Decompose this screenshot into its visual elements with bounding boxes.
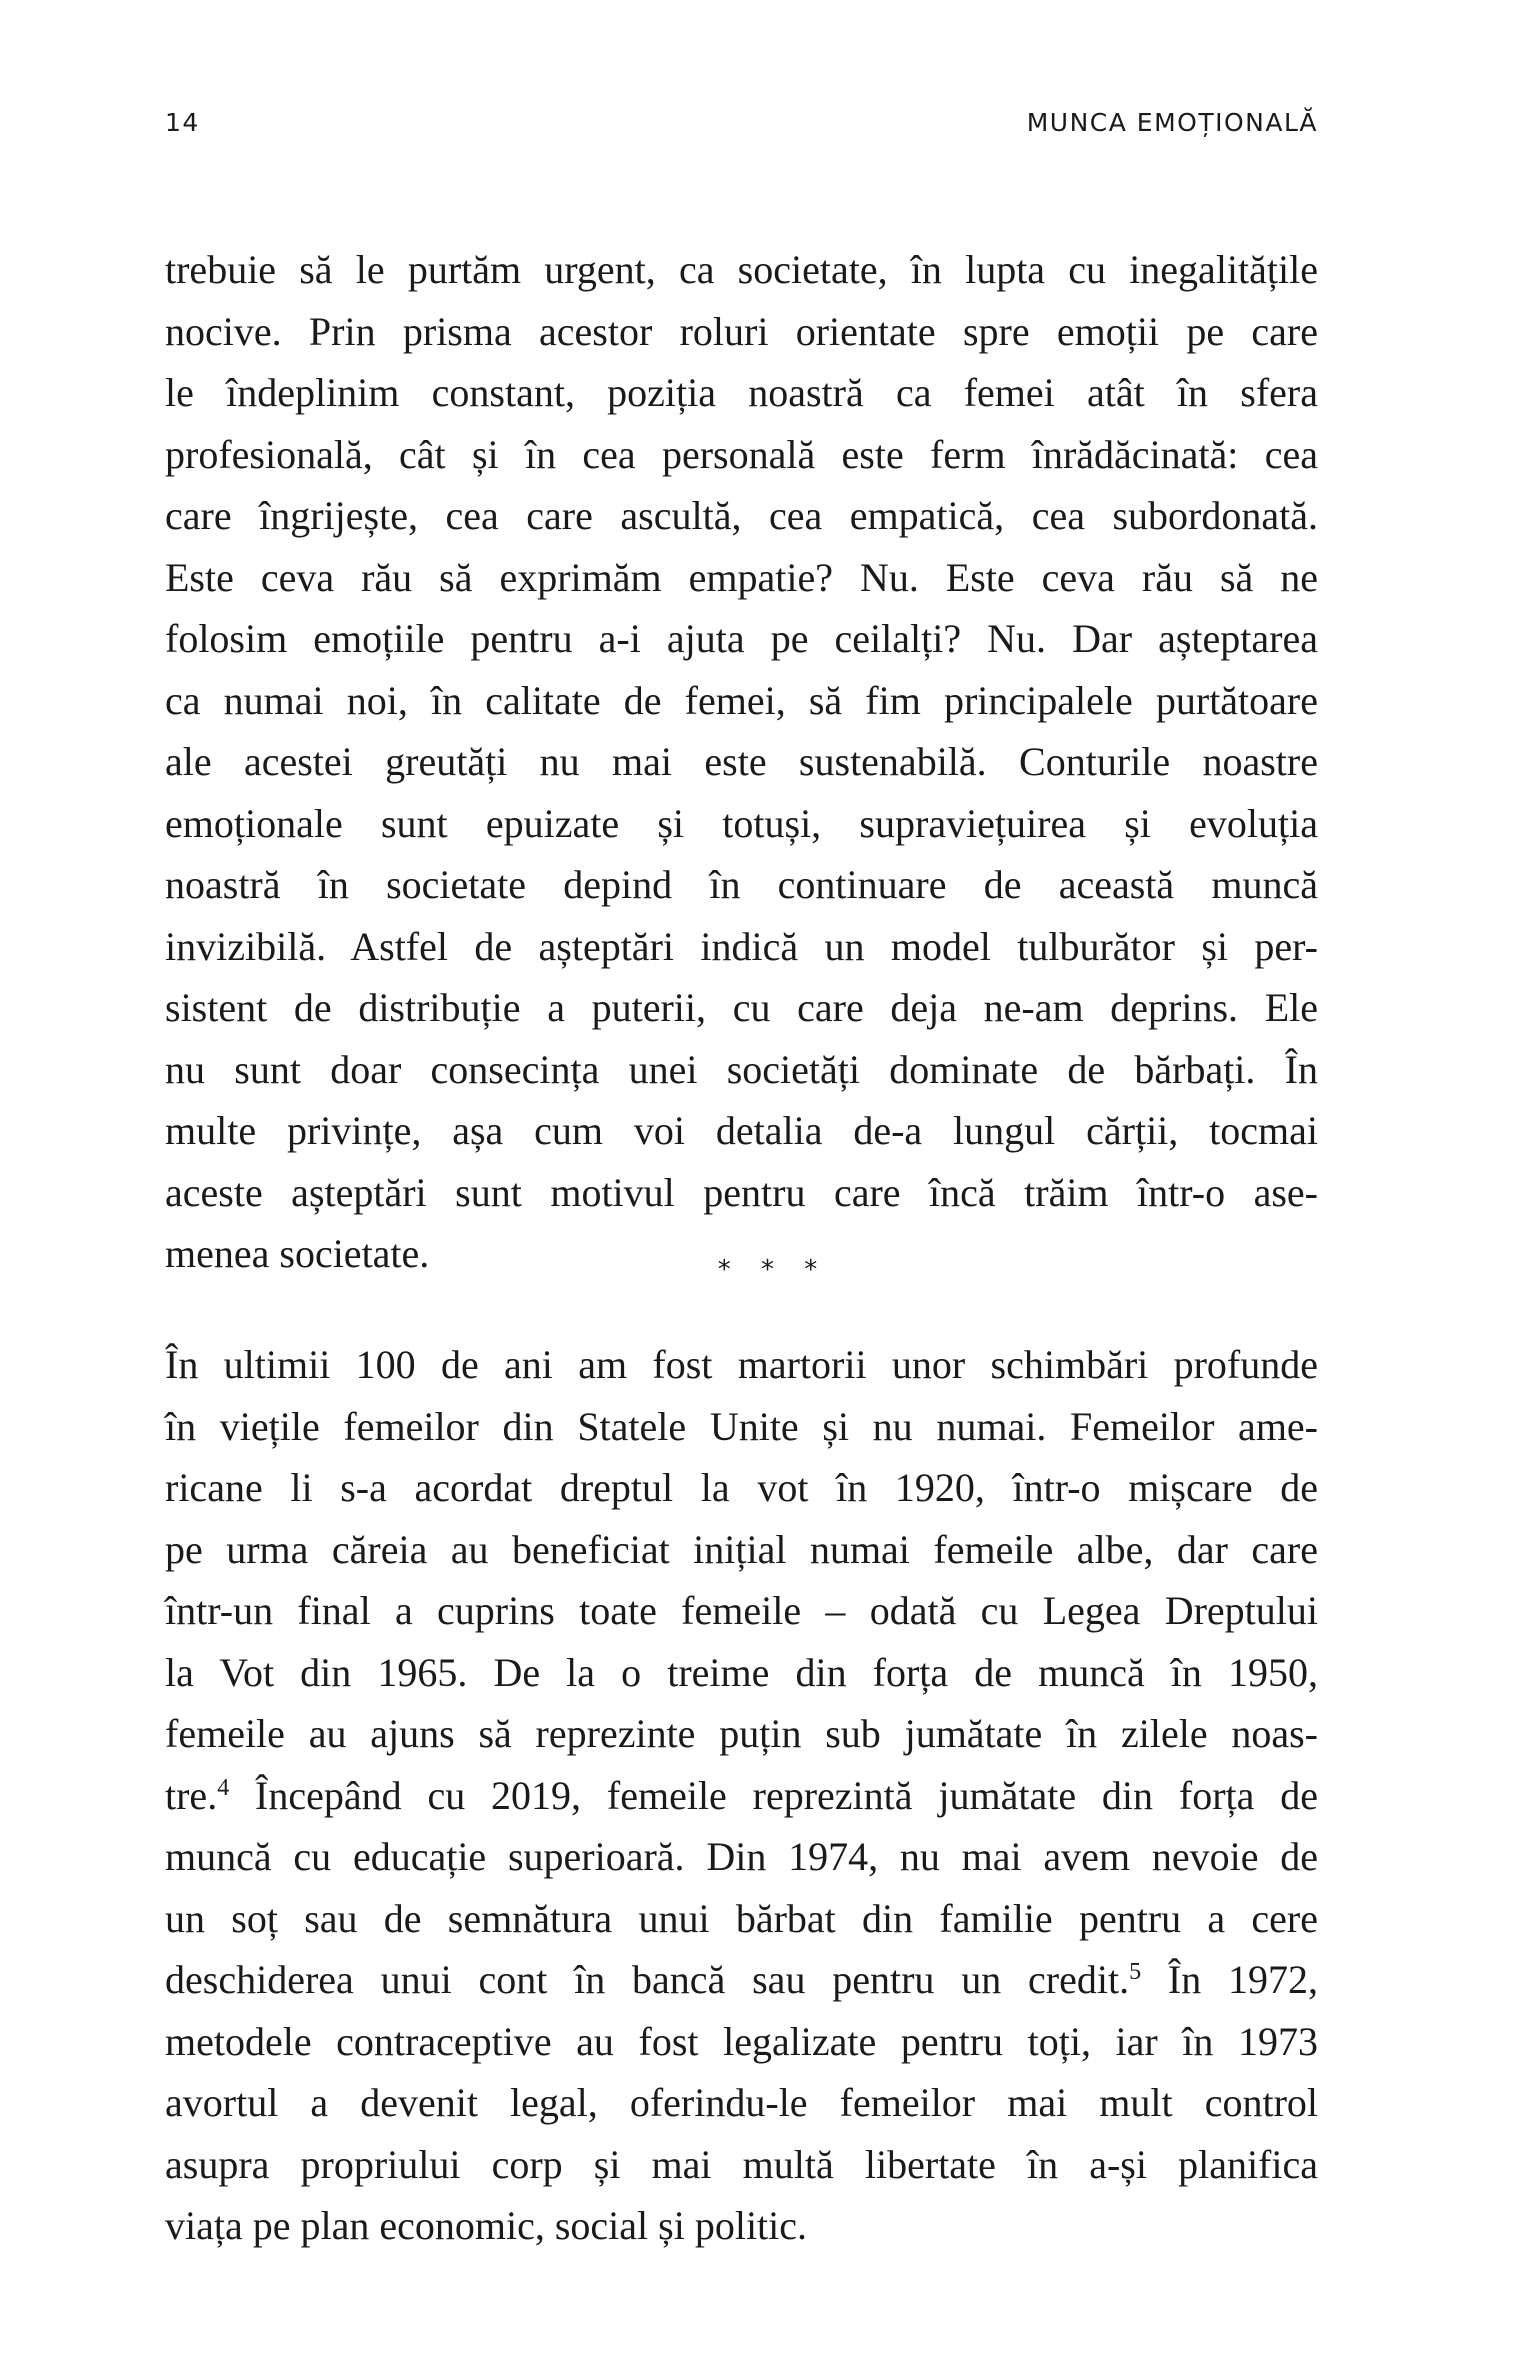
text-line: [165, 1888, 1318, 1950]
text-line: [165, 301, 1318, 363]
line-text: în viețile femeilor din Statele Unite și nu numai. Femeilor ame-: [165, 1403, 1318, 1449]
line-text: menea societate.: [165, 1231, 430, 1276]
text-line: [165, 1519, 1318, 1581]
text-line: [165, 1457, 1318, 1519]
text-line: [165, 1765, 1318, 1827]
line-text: le îndeplinim constant, poziția noastră ca femei atât în sfera: [165, 370, 1318, 415]
text-line: [165, 670, 1318, 732]
line-text: folosim emoțiile pentru a-i ajuta pe ceilalți? Nu. Dar așteptarea: [165, 616, 1318, 661]
line-text: femeile au ajuns să reprezinte puțin sub jumătate în zilele noas-: [165, 1711, 1318, 1756]
line-text: profesională, cât și în cea personală este ferm înrădăcinată: cea: [165, 431, 1318, 477]
text-line: [165, 916, 1318, 978]
line-text: care îngrijește, cea care ascultă, cea empatică, cea subordonată.: [165, 493, 1318, 538]
line-text: un soț sau de semnătura unui bărbat din familie pentru a cere: [165, 1895, 1318, 1941]
text-line: [165, 485, 1318, 547]
line-text: nocive. Prin prisma acestor roluri orientate spre emoții pe care: [165, 308, 1318, 354]
line-text: la Vot din 1965. De la o treime din forța de muncă în 1950,: [165, 1649, 1318, 1695]
line-text: În 1972,: [1141, 1957, 1318, 2002]
line-text: tre.: [165, 1772, 218, 1818]
line-text: trebuie să le purtăm urgent, ca societate, în lupta cu inegalitățile: [165, 247, 1318, 292]
text-line: [165, 1100, 1318, 1162]
text-line: [165, 2195, 1318, 2257]
line-text: pe urma căreia au beneficiat inițial numai femeile albe, dar care: [165, 1526, 1318, 1572]
text-line: [165, 1703, 1318, 1765]
text-line: [165, 793, 1318, 855]
line-text: În ultimii 100 de ani am fost martorii unor schimbări profunde: [165, 1342, 1318, 1387]
text-line: [165, 977, 1318, 1039]
line-text: metodele contraceptive au fost legalizate pentru toți, iar în 1973: [165, 2018, 1318, 2064]
line-text: aceste așteptări sunt motivul pentru care încă trăim într-o ase-: [165, 1169, 1318, 1215]
line-text: asupra propriului corp și mai multă libertate în a-și planifica: [165, 2141, 1318, 2187]
text-line: [165, 424, 1318, 486]
text-line: [165, 731, 1318, 793]
line-text: invizibilă. Astfel de așteptări indică un model tulburător și per-: [165, 923, 1318, 969]
line-text: muncă cu educație superioară. Din 1974, nu mai avem nevoie de: [165, 1834, 1318, 1879]
line-text: într-un final a cuprins toate femeile – odată cu Legea Dreptului: [165, 1588, 1318, 1633]
text-line: [165, 1580, 1318, 1642]
paragraph: [165, 1334, 1318, 2257]
line-text: emoționale sunt epuizate și totuși, supraviețuirea și evoluția: [165, 800, 1318, 846]
page-number: 14: [165, 108, 200, 137]
text-line: [165, 1826, 1318, 1888]
line-text: ricane li s-a acordat dreptul la vot în 1920, într-o mișcare de: [165, 1465, 1318, 1510]
text-line: [165, 2134, 1318, 2196]
text-line: [165, 854, 1318, 916]
footnote-marker: 5: [1129, 1959, 1142, 1985]
line-text: Este ceva rău să exprimăm empatie? Nu. Este ceva rău să ne: [165, 554, 1318, 600]
line-text: avortul a devenit legal, oferindu-le femeilor mai mult control: [165, 2080, 1318, 2125]
line-text: viața pe plan economic, social și politic.: [165, 2203, 808, 2248]
line-text: ale acestei greutăți nu mai este sustenabilă. Conturile noastre: [165, 739, 1318, 784]
text-line: [165, 239, 1318, 301]
text-line: [165, 1949, 1318, 2011]
line-text: Începând cu 2019, femeile reprezintă jumătate din forța de: [229, 1772, 1318, 1818]
text-line: [165, 362, 1318, 424]
text-line: [165, 608, 1318, 670]
line-text: multe privințe, așa cum voi detalia de-a lungul cărții, tocmai: [165, 1108, 1318, 1153]
text-line: [165, 547, 1318, 609]
line-text: nu sunt doar consecința unei societăți dominate de bărbați. În: [165, 1046, 1318, 1092]
line-text: deschiderea unui cont în bancă sau pentru un credit.: [165, 1957, 1130, 2002]
section-break: * * *: [717, 1255, 818, 1285]
line-text: sistent de distribuție a puterii, cu care deja ne-am deprins. Ele: [165, 985, 1318, 1030]
text-line: [165, 1162, 1318, 1224]
line-text: noastră în societate depind în continuare de această muncă: [165, 862, 1318, 907]
text-line: [165, 1642, 1318, 1704]
running-title: MUNCA EMOȚIONALĂ: [1026, 108, 1318, 137]
running-header: [165, 108, 1318, 148]
text-line: [165, 2011, 1318, 2073]
paragraph: [165, 239, 1318, 1285]
footnote-marker: 4: [217, 1774, 230, 1801]
text-line: [165, 2072, 1318, 2134]
text-line: [165, 1334, 1318, 1396]
line-text: ca numai noi, în calitate de femei, să fim principalele purtătoare: [165, 677, 1318, 723]
text-line: [165, 1039, 1318, 1101]
text-line: [165, 1396, 1318, 1458]
